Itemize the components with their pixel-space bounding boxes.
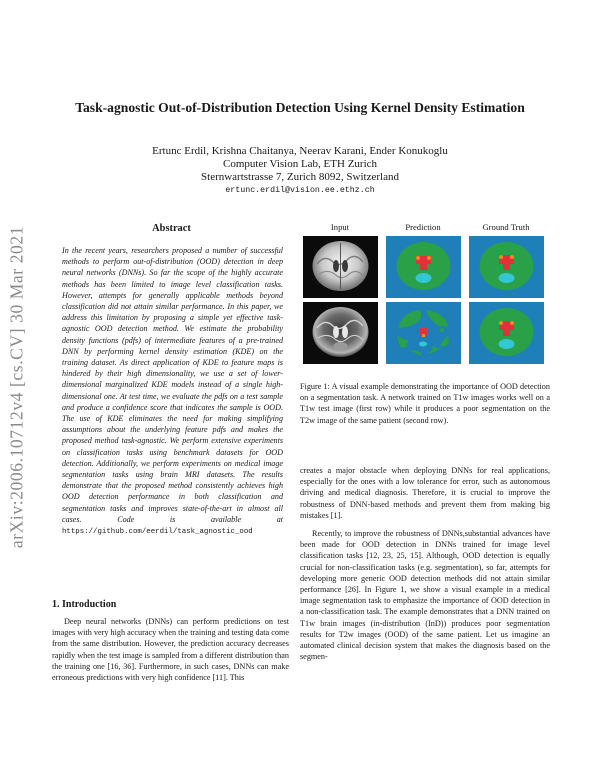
arxiv-stamp [2, 182, 32, 592]
right-paragraph-1: creates a major obstacle when deploying DNNs for real applications, especially for the ones with a low tolerance for error, such as autonomous driving and medical diagnosis. Therefore, it is crucial to improve the robustness of DNN-based methods and prevent them from making big mistakes [1]. [300, 466, 550, 520]
figure-1 [300, 222, 550, 384]
figure-image-t2w-ground-truth [469, 302, 544, 364]
abstract-text: In the recent years, researchers proposed a number of successful methods to perform out-of-distribution (OOD) detection in deep neural networks (DNNs). So far the scope of the highly accurate methods has been limited to image level classification tasks. However, attempts for generally applicable methods beyond classification did not attain similar performance. In this paper, we address this limitation by proposing a simple yet effective task-agnostic OOD detection method. We estimate the probability density functions (pdfs) of intermediate features of a pre-trained DNN by performing kernel density estimation (KDE) on the training dataset. As direct application of KDE to feature maps is hindered by their high dimensionality, we use a set of lower-dimensional marginalized KDE models instead of a single high-dimensional one. At test time, we evaluate the pdfs on a test sample and produce a confidence score that indicates the sample is OOD. The use of KDE eliminates the need for making simplifying assumptions about the underlying feature pdfs and makes the proposed method task-agnostic. We perform extensive experiments on classification tasks using benchmark datasets for OOD detection. Additionally, we perform experiments on medical image segmentation tasks using brain MRI datasets. The results demonstrate that the proposed method consistently achieves high OOD detection performance in both classification and segmentation tasks and improves state-of-the-art in almost all cases. Code is available at [62, 246, 283, 524]
figure-image-t1w-input [303, 236, 378, 298]
figure-image-t2w-prediction [386, 302, 461, 364]
right-paragraph-2: Recently, to improve the robustness of DNNs,substantial advances have been made for OOD detection in DNNs trained for image level classification tasks [12, 23, 25, 15]. Although, OOD detection is equally crucial for non-classification tasks (e.g. segmentation), so far, attempts for developing more generic OOD detection methods did not attain similar performance [26]. In Figure 1, we show a visual example in a medical image segmentation task to emphasize the importance of OOD detection in a non-classification task. The example demonstrates that a DNN trained on T1w brain images (in-distribution (InD)) produces poor segmentation results for T2w images (OOD) of the same patient. Let us imagine an automated clinical decision system that makes the diagnosis based on the segmen- [300, 529, 550, 662]
code-url-link[interactable]: https://github.com/eerdil/task_agnostic_ood [62, 528, 253, 537]
address: Sternwartstrasse 7, Zurich 8092, Switzerland [201, 171, 399, 183]
introduction-paragraph: Deep neural networks (DNNs) can perform predictions on test images with very high accuracy when the training and testing data come from the same distribution. However, the prediction accuracy decreases rapidly when the test image is sampled from a different distribution than the training one [16, 36]. Furthermore, in such cases, DNNs can make erroneous predictions with very high confidence [11]. This [52, 617, 290, 683]
figure-label-ground-truth: Ground Truth [482, 222, 530, 232]
author-email: ertunc.erdil@vision.ee.ethz.ch [225, 186, 375, 195]
abstract-body [62, 245, 283, 538]
figure-1-caption: Figure 1: A visual example demonstrating the importance of OOD detection on a segmentation task. A network trained on T1w images works well on a T1w test image (first row) while it produces a poor segmentation on the T2w image of the same patient (second row). [300, 382, 550, 425]
abstract-heading: Abstract [152, 223, 191, 234]
section-heading-introduction: 1. Introduction [52, 599, 117, 610]
introduction-body [52, 616, 289, 683]
figure-image-t2w-input [303, 302, 378, 364]
figure-image-t1w-ground-truth [469, 236, 544, 298]
figure-image-t1w-prediction [386, 236, 461, 298]
figure-label-prediction: Prediction [405, 222, 441, 232]
right-column-body [300, 465, 550, 669]
figure-label-input: Input [330, 222, 350, 232]
affiliation: Computer Vision Lab, ETH Zurich [222, 158, 378, 170]
paper-title: Task-agnostic Out-of-Distribution Detection Using Kernel Density Estimation [75, 100, 525, 115]
arxiv-stamp-text: arXiv:2006.10712v4 [cs.CV] 30 Mar 2021 [6, 225, 27, 549]
author-list: Ertunc Erdil, Krishna Chaitanya, Neerav Karani, Ender Konukoglu [152, 145, 448, 157]
